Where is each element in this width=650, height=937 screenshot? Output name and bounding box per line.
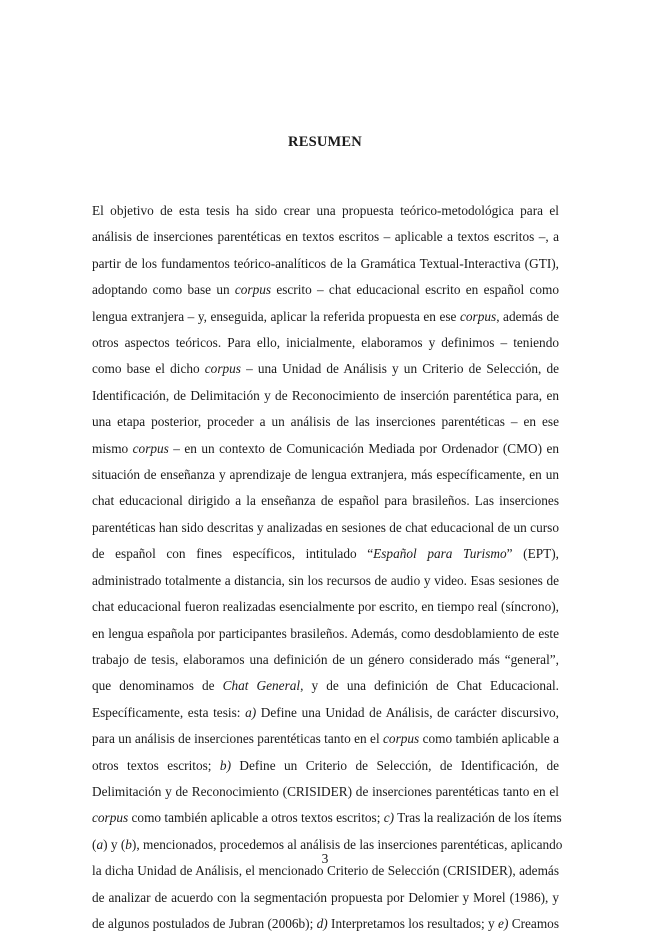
- text-line: [92, 409, 559, 435]
- text-run: El objetivo de esta tesis ha sido crear una propuesta teórico-metodológica para el: [92, 203, 559, 218]
- text-run: lengua extranjera – y, enseguida, aplicar la referida propuesta en ese: [92, 308, 460, 324]
- text-line: [92, 594, 559, 620]
- italic-text: d): [316, 915, 328, 931]
- text-line: [92, 277, 559, 303]
- text-run: partir de los fundamentos teórico-analíticos de la Gramática Textual-Interactiva (GTI),: [92, 255, 559, 271]
- text-run: como también aplicable a: [419, 731, 559, 747]
- text-run: , y de una definición de Chat Educacional.: [300, 678, 559, 694]
- text-run: otros aspectos teóricos. Para ello, inicialmente, elaboramos y definimos – teniendo: [92, 335, 559, 351]
- text-run: – una Unidad de Análisis y un Criterio de Selección, de: [240, 361, 560, 377]
- italic-text: e): [498, 915, 509, 931]
- text-line: [92, 568, 559, 594]
- text-run: ), mencionados, procedemos al análisis de las inserciones parentéticas, aplicando: [131, 836, 563, 852]
- text-run: Específicamente, esta tesis:: [92, 704, 246, 720]
- text-line: [92, 647, 559, 673]
- text-run: de analizar de acuerdo con la segmentación propuesta por Delomier y Morel (1986), y: [92, 889, 559, 905]
- text-run: de español con fines específicos, intitulado “: [92, 546, 374, 562]
- text-line: [92, 753, 559, 779]
- text-line: [92, 330, 559, 356]
- text-run: ” (EPT),: [506, 546, 559, 562]
- text-run: otros textos escritos;: [92, 757, 220, 773]
- italic-text: corpus: [234, 282, 272, 298]
- text-line: [92, 885, 559, 911]
- text-run: administrado totalmente a distancia, sin los recursos de audio y video. Esas sesiones de: [92, 572, 559, 588]
- text-line: [92, 198, 559, 224]
- text-run: Define una Unidad de Análisis, de carácter discursivo,: [256, 704, 559, 720]
- text-run: una etapa posterior, proceder a un análisis de las inserciones parentéticas – en ese: [92, 414, 559, 430]
- italic-text: corpus: [459, 308, 497, 324]
- text-line: [92, 700, 559, 726]
- text-run: escrito – chat educacional escrito en español como: [271, 282, 559, 298]
- text-run: , además de: [496, 308, 559, 324]
- italic-text: b: [125, 836, 132, 852]
- text-line: [92, 515, 559, 541]
- italic-text: a): [245, 704, 257, 720]
- text-line: [92, 805, 562, 831]
- page-number: 3: [321, 851, 329, 866]
- text-line: [92, 621, 559, 647]
- text-line: [92, 462, 559, 488]
- text-run: para un análisis de inserciones parentéticas tanto en el: [92, 731, 384, 747]
- text-line: [92, 251, 559, 277]
- text-run: en lengua española por participantes brasileños. Además, como desdoblamiento de este: [92, 625, 559, 641]
- italic-text: corpus: [204, 361, 241, 377]
- text-run: Identificación, de Delimitación y de Reconocimiento de inserción parentética para, en: [92, 387, 559, 403]
- text-line: [92, 383, 559, 409]
- text-run: adoptando como base un: [92, 282, 235, 298]
- text-line: [92, 304, 559, 330]
- text-run: Interpretamos los resultados; y: [327, 915, 499, 931]
- text-run: Delimitación y de Reconocimiento (CRISIDER) de inserciones parentéticas tanto en el: [92, 783, 559, 799]
- italic-text: Español para Turismo: [373, 546, 507, 562]
- text-run: que denominamos de: [92, 678, 223, 694]
- text-run: chat educacional dirigido a la enseñanza de español para brasileños. Las inserciones: [92, 493, 559, 509]
- text-line: [92, 356, 559, 382]
- text-run: situación de enseñanza y aprendizaje de lengua extranjera, más específicamente, en un: [92, 467, 559, 483]
- text-run: Define un Criterio de Selección, de Identificación, de: [231, 757, 559, 773]
- text-run: – en un contexto de Comunicación Mediada por Ordenador (CMO) en: [168, 440, 559, 456]
- text-line: [92, 779, 559, 805]
- text-run: trabajo de tesis, elaboramos una definición de un género considerado más “general”,: [92, 651, 559, 667]
- text-run: parentéticas han sido descritas y analizadas en sesiones de chat educacional de un curso: [92, 519, 559, 535]
- abstract-body: [92, 198, 563, 937]
- text-line: [92, 436, 559, 462]
- text-run: Tras la realización de los ítems: [394, 810, 562, 826]
- italic-text: corpus: [92, 810, 129, 826]
- text-run: como base el dicho: [92, 361, 205, 377]
- text-line: [92, 673, 559, 699]
- text-line: [92, 488, 559, 514]
- italic-text: c): [383, 810, 395, 826]
- text-run: chat educacional fueron realizadas esencialmente por escrito, en tiempo real (síncrono),: [92, 599, 559, 615]
- text-run: ) y (: [103, 836, 126, 852]
- text-line: [92, 911, 559, 937]
- italic-text: Chat General: [222, 678, 301, 694]
- page-title: RESUMEN: [288, 134, 362, 150]
- text-run: la dicha Unidad de Análisis, el mencionado Criterio de Selección (CRISIDER), además: [92, 863, 559, 879]
- text-run: Creamos: [508, 915, 559, 931]
- text-run: como también aplicable a otros textos escritos;: [128, 810, 384, 826]
- italic-text: corpus: [132, 440, 169, 456]
- italic-text: corpus: [383, 731, 420, 747]
- text-run: (: [92, 836, 97, 852]
- text-line: [92, 726, 559, 752]
- text-run: análisis de inserciones parentéticas en textos escritos – aplicable a textos escritos –, a: [92, 229, 559, 245]
- text-line: [92, 541, 559, 567]
- italic-text: a: [96, 836, 104, 852]
- text-run: mismo: [92, 440, 133, 456]
- text-run: de algunos postulados de Jubran (2006b);: [92, 915, 317, 931]
- text-line: [92, 224, 559, 250]
- italic-text: b): [219, 757, 231, 773]
